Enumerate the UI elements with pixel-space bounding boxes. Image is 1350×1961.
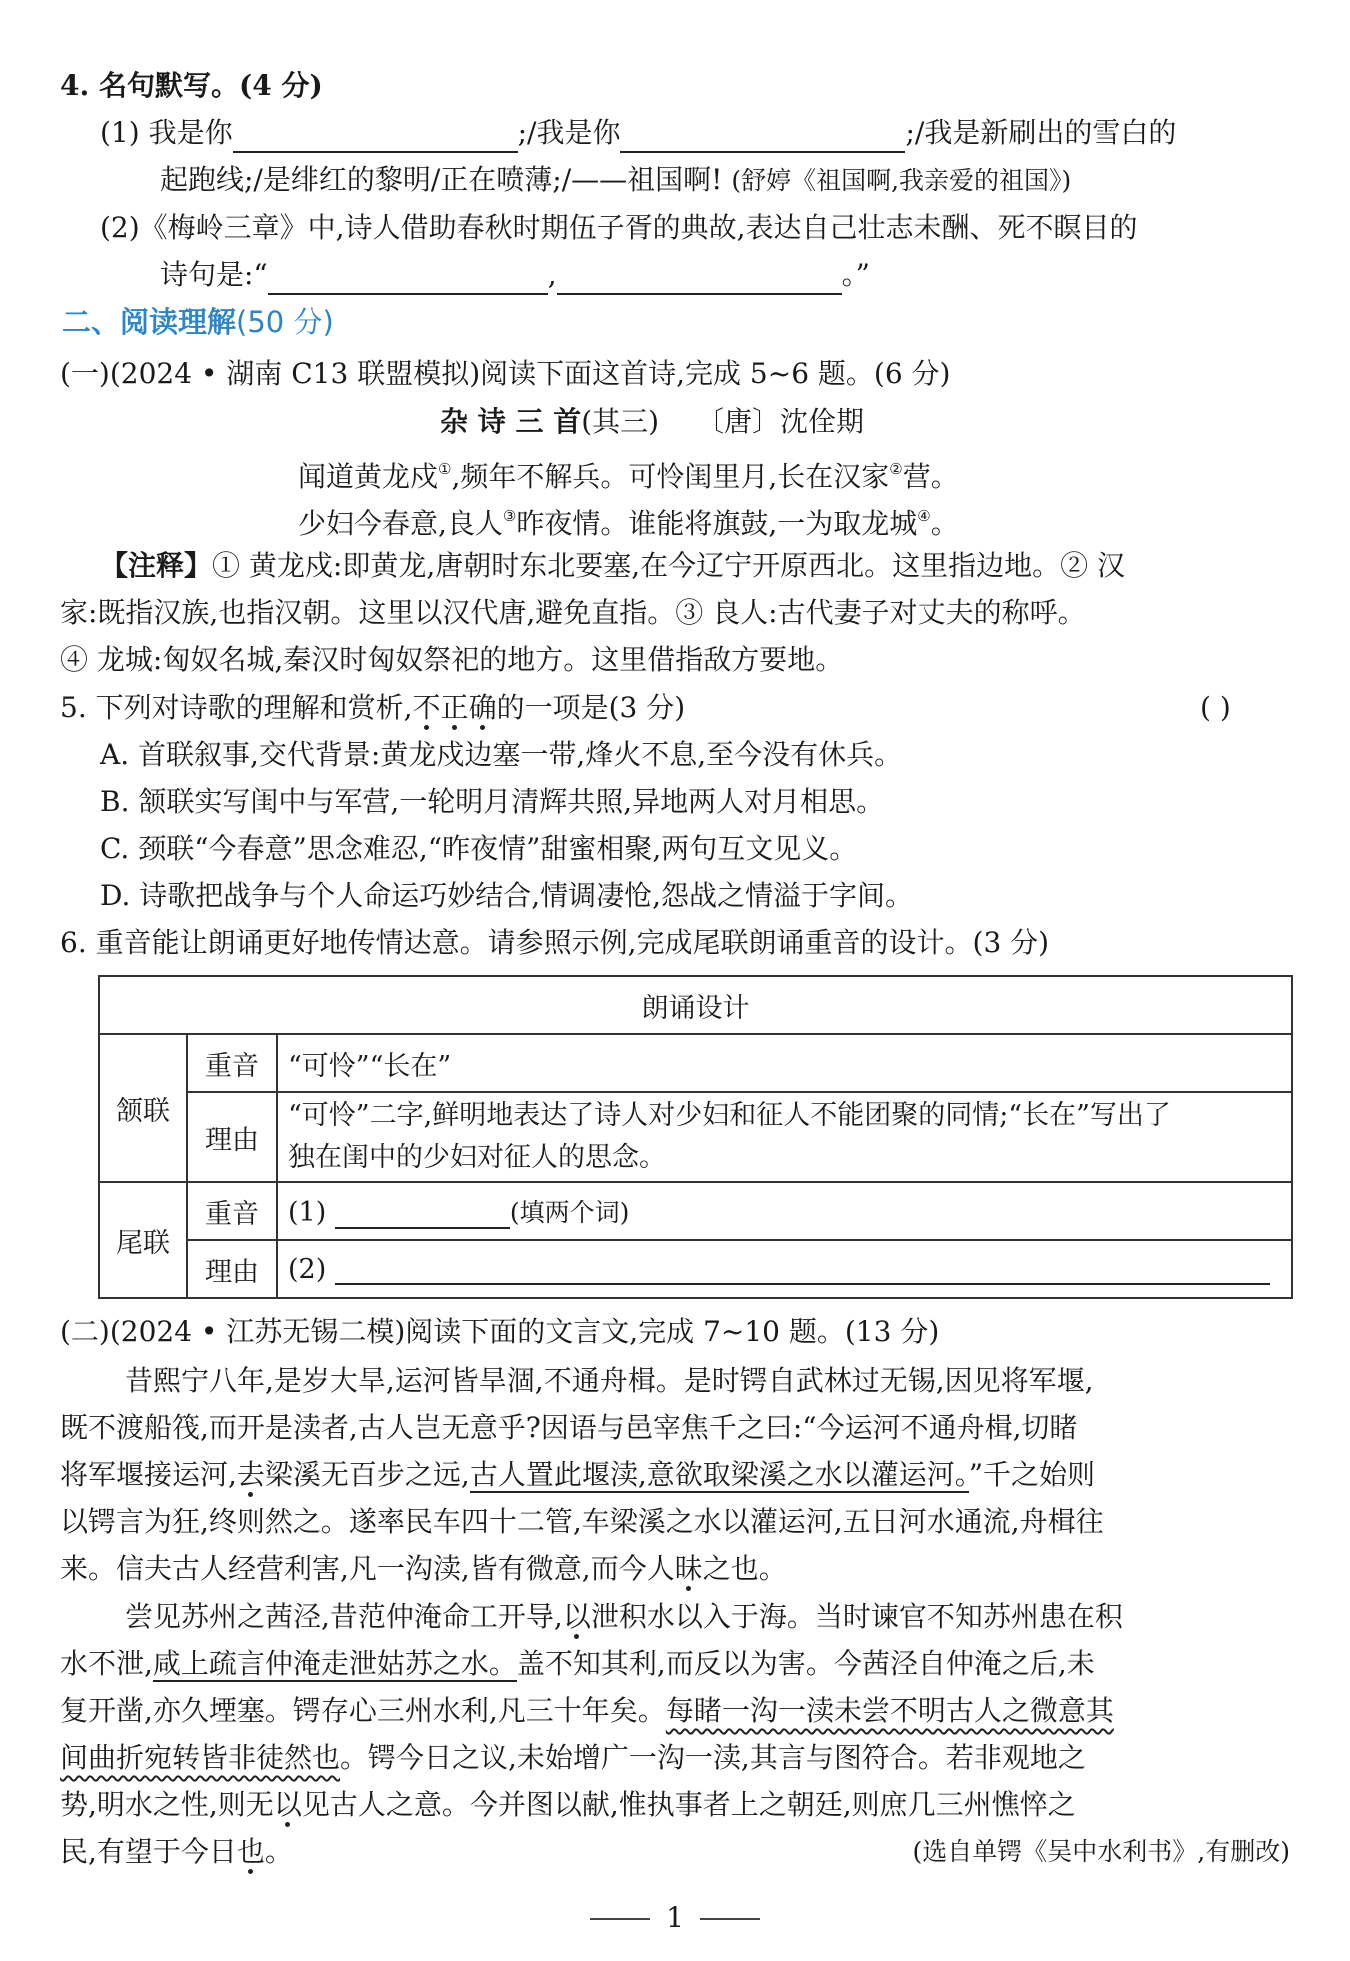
- answer-blank[interactable]: [233, 121, 518, 153]
- col-reason-label: 理由: [187, 1240, 277, 1298]
- emphasis-char: 不: [412, 691, 441, 724]
- passage-text: 之也。: [702, 1552, 787, 1585]
- note-label: 【注释】: [100, 549, 213, 582]
- answer-blank[interactable]: [335, 1253, 1270, 1285]
- q5-stem: [60, 688, 685, 728]
- section-title: 二、阅读理解: [62, 305, 237, 339]
- col-stress-label: 重音: [187, 1182, 277, 1240]
- passage-p2-l1: [125, 1597, 1123, 1637]
- note-line-3: ④ 龙城:匈奴名城,秦汉时匈奴祭祀的地方。这里借指敌方要地。: [60, 643, 844, 676]
- q4-p1-text-a: (1) 我是你: [100, 116, 233, 149]
- poem-text: 少妇今春意,良人: [298, 507, 503, 540]
- reason-line: “可怜”二字,鲜明地表达了诗人对少妇和征人不能团聚的同情;“长在”写出了: [288, 1100, 1171, 1131]
- q5-answer-bracket[interactable]: ( ): [1200, 691, 1231, 724]
- q5-option-c[interactable]: C. 颈联“今春意”思念难忍,“昨夜情”甜蜜相聚,两句互文见义。: [100, 832, 858, 865]
- passage-p2-l4: [60, 1738, 1086, 1778]
- passage-text: 势,明水之性,则无: [60, 1788, 274, 1821]
- answer-blank[interactable]: [620, 121, 905, 153]
- passage-text: 尝见苏州之茜泾,昔范仲淹命工开导,: [125, 1600, 563, 1633]
- footnote-mark: ④: [917, 507, 931, 525]
- poem-subtitle: (其三): [581, 405, 660, 438]
- emphasis-char: 昧: [674, 1552, 703, 1585]
- q4-part2-line2: [160, 255, 870, 295]
- note-line-2: 家:既指汉族,也指汉朝。这里以汉代唐,避免直指。③ 良人:古代妻子对丈夫的称呼。: [60, 596, 1086, 629]
- emphasis-char: 确: [468, 691, 497, 724]
- fill-hint: (填两个词): [509, 1198, 630, 1227]
- q4-p2-text-b: 诗句是:“: [160, 258, 268, 291]
- passage-p2-l2: [60, 1644, 1095, 1684]
- passage-p1-l5: [60, 1549, 787, 1589]
- table-header: 朗诵设计: [99, 976, 1292, 1034]
- col-reason-label: 理由: [187, 1092, 277, 1182]
- poem-author: 〔唐〕沈佺期: [696, 405, 865, 438]
- q4-p1-text-d: 起跑线;/是绯红的黎明/正在喷薄;/——祖国啊!: [160, 163, 723, 196]
- answer-blank[interactable]: [335, 1197, 510, 1229]
- passage-source: (选自单锷《吴中水利书》,有删改): [912, 1837, 1290, 1866]
- q5-stem-text: 5. 下列对诗歌的理解和赏析,: [60, 691, 413, 724]
- passage-text: 泄积水以入于海。当时谏官不知苏州患在积: [590, 1600, 1123, 1633]
- q6-stem: 6. 重音能让朗诵更好地传情达意。请参照示例,完成尾联朗诵重音的设计。(3 分): [60, 926, 1050, 959]
- passage-p2-l6: [60, 1832, 293, 1872]
- hanlian-reason: [277, 1092, 1292, 1182]
- section-score: (50 分): [236, 305, 334, 339]
- wavy-underlined-sentence: 间曲折宛转皆非徒然也: [60, 1741, 341, 1774]
- q4-p1-text-b: ;/我是你: [517, 116, 621, 149]
- passage-text: 来。信夫古人经营利害,凡一沟渎,皆有微意,而今人: [60, 1552, 675, 1585]
- passage-text: 民,有望于今日: [60, 1835, 237, 1868]
- q4-p1-text-c: ;/我是新刷出的雪白的: [905, 116, 1177, 149]
- poem-title: 杂 诗 三 首: [440, 405, 582, 438]
- answer-blank[interactable]: [557, 263, 842, 295]
- q5-option-d[interactable]: D. 诗歌把战争与个人命运巧妙结合,情调凄怆,怨战之情溢于字间。: [100, 879, 914, 912]
- part2-intro: (二)(2024 • 江苏无锡二模)阅读下面的文言文,完成 7~10 题。(13 分): [60, 1315, 940, 1348]
- note-line-1: [100, 546, 1125, 586]
- passage-p1-l2: 既不渡船筏,而开是渎者,古人岂无意乎?因语与邑宰焦千之曰:“今运河不通舟楫,切睹: [60, 1411, 1078, 1444]
- emphasis-char: 以: [562, 1600, 591, 1633]
- underlined-sentence: 咸上疏言仲淹走泄姑苏之水。: [152, 1647, 517, 1680]
- passage-p1-l1: 昔熙宁八年,是岁大旱,运河皆旱涸,不通舟楫。是时锷自武林过无锡,因见将军堰,: [125, 1364, 1094, 1397]
- q4-part1-line2: [160, 160, 1071, 201]
- poem-text: 营。: [902, 460, 959, 493]
- col-stress-label: 重音: [187, 1034, 277, 1092]
- q4-p2-text-d: 。”: [841, 258, 870, 291]
- q4-p2-text-c: ,: [547, 258, 557, 291]
- passage-text: 将军堰接运河,: [60, 1458, 237, 1491]
- reason-line: 独在闺中的少妇对征人的思念。: [288, 1142, 666, 1173]
- footer-rule-right: [700, 1918, 760, 1920]
- underlined-sentence: 古人置此堰渎,意欲取梁溪之水以灌运河。: [469, 1458, 969, 1491]
- page-number: 1: [666, 1901, 684, 1934]
- q5-option-b[interactable]: B. 颔联实写闺中与军营,一轮明月清辉共照,异地两人对月相思。: [100, 785, 885, 818]
- passage-text: 水不泄,: [60, 1647, 153, 1680]
- passage-p2-l5: [60, 1785, 1076, 1825]
- emphasis-char: 去: [236, 1458, 265, 1491]
- wavy-underlined-sentence: 每睹一沟一渎未尝不明古人之微意其: [665, 1694, 1114, 1727]
- footnote-mark: ③: [502, 507, 517, 525]
- footnote-mark: ②: [889, 460, 903, 478]
- footnote-mark: ①: [438, 460, 452, 478]
- passage-p1-l3: [60, 1455, 1095, 1495]
- passage-p1-l4: 以锷言为狂,终则然之。遂率民车四十二管,车梁溪之水以灌运河,五日河水通流,舟楫往: [60, 1505, 1104, 1538]
- passage-text: 。锷今日之议,未始增广一沟一渎,其言与图符合。若非观地之: [340, 1741, 1086, 1774]
- q4-part1-line1: [100, 113, 1176, 153]
- answer-blank[interactable]: [268, 263, 548, 295]
- passage-p2-l3: [60, 1691, 1114, 1731]
- emphasis-char: 也: [236, 1835, 265, 1868]
- hanlian-stress: “可怜”“长在”: [277, 1034, 1292, 1092]
- emphasis-char: 正: [440, 691, 469, 724]
- passage-text: 复开凿,亦久堙塞。锷存心三州水利,凡三十年矣。: [60, 1694, 666, 1727]
- q4-part2-line1: (2)《梅岭三章》中,诗人借助春秋时期伍子胥的典故,表达自己壮志未酬、死不瞑目的: [100, 211, 1138, 244]
- poem-line-1: [298, 449, 959, 497]
- row-label-weilian: 尾联: [99, 1182, 187, 1298]
- part1-intro: (一)(2024 • 湖南 C13 联盟模拟)阅读下面这首诗,完成 5~6 题。(6 分): [60, 357, 951, 390]
- q5-option-a[interactable]: A. 首联叙事,交代背景:黄龙戍边塞一带,烽火不息,至今没有休兵。: [100, 738, 903, 771]
- emphasis-char: 以: [273, 1788, 302, 1821]
- blank-number: (2): [288, 1254, 327, 1285]
- recitation-design-table: [98, 975, 1293, 1299]
- poem-text: 闻道黄龙戍: [298, 460, 439, 493]
- section-heading: [62, 302, 334, 342]
- weilian-stress: [277, 1182, 1292, 1240]
- poem-text: 。: [930, 507, 959, 540]
- passage-text: 盖不知其利,而反以为害。今茜泾自仲淹之后,未: [516, 1647, 1095, 1680]
- passage-text: ”千之始则: [968, 1458, 1096, 1491]
- q5-stem-text: 的一项是(3 分): [496, 691, 686, 724]
- row-label-hanlian: 颔联: [99, 1034, 187, 1182]
- poem-text: ,频年不解兵。可怜闺里月,长在汉家: [451, 460, 890, 493]
- poem-title-line: [440, 402, 864, 442]
- poem-line-2: [298, 496, 959, 544]
- weilian-reason: [277, 1240, 1292, 1298]
- q4-p1-source: (舒婷《祖国啊,我亲爱的祖国》): [731, 166, 1072, 195]
- passage-text: 。: [264, 1835, 293, 1868]
- passage-text: 梁溪无百步之远,: [264, 1458, 470, 1491]
- blank-number: (1): [288, 1197, 327, 1228]
- passage-text: 见古人之意。今并图以献,惟执事者上之朝廷,则庶几三州憔悴之: [301, 1788, 1076, 1821]
- poem-text: 昨夜情。谁能将旗鼓,一为取龙城: [516, 507, 918, 540]
- footer-rule-left: [590, 1918, 650, 1920]
- q4-title: 4. 名句默写。(4 分): [60, 69, 323, 102]
- note-text: ① 黄龙戍:即黄龙,唐朝时东北要塞,在今辽宁开原西北。这里指边地。② 汉: [212, 549, 1126, 582]
